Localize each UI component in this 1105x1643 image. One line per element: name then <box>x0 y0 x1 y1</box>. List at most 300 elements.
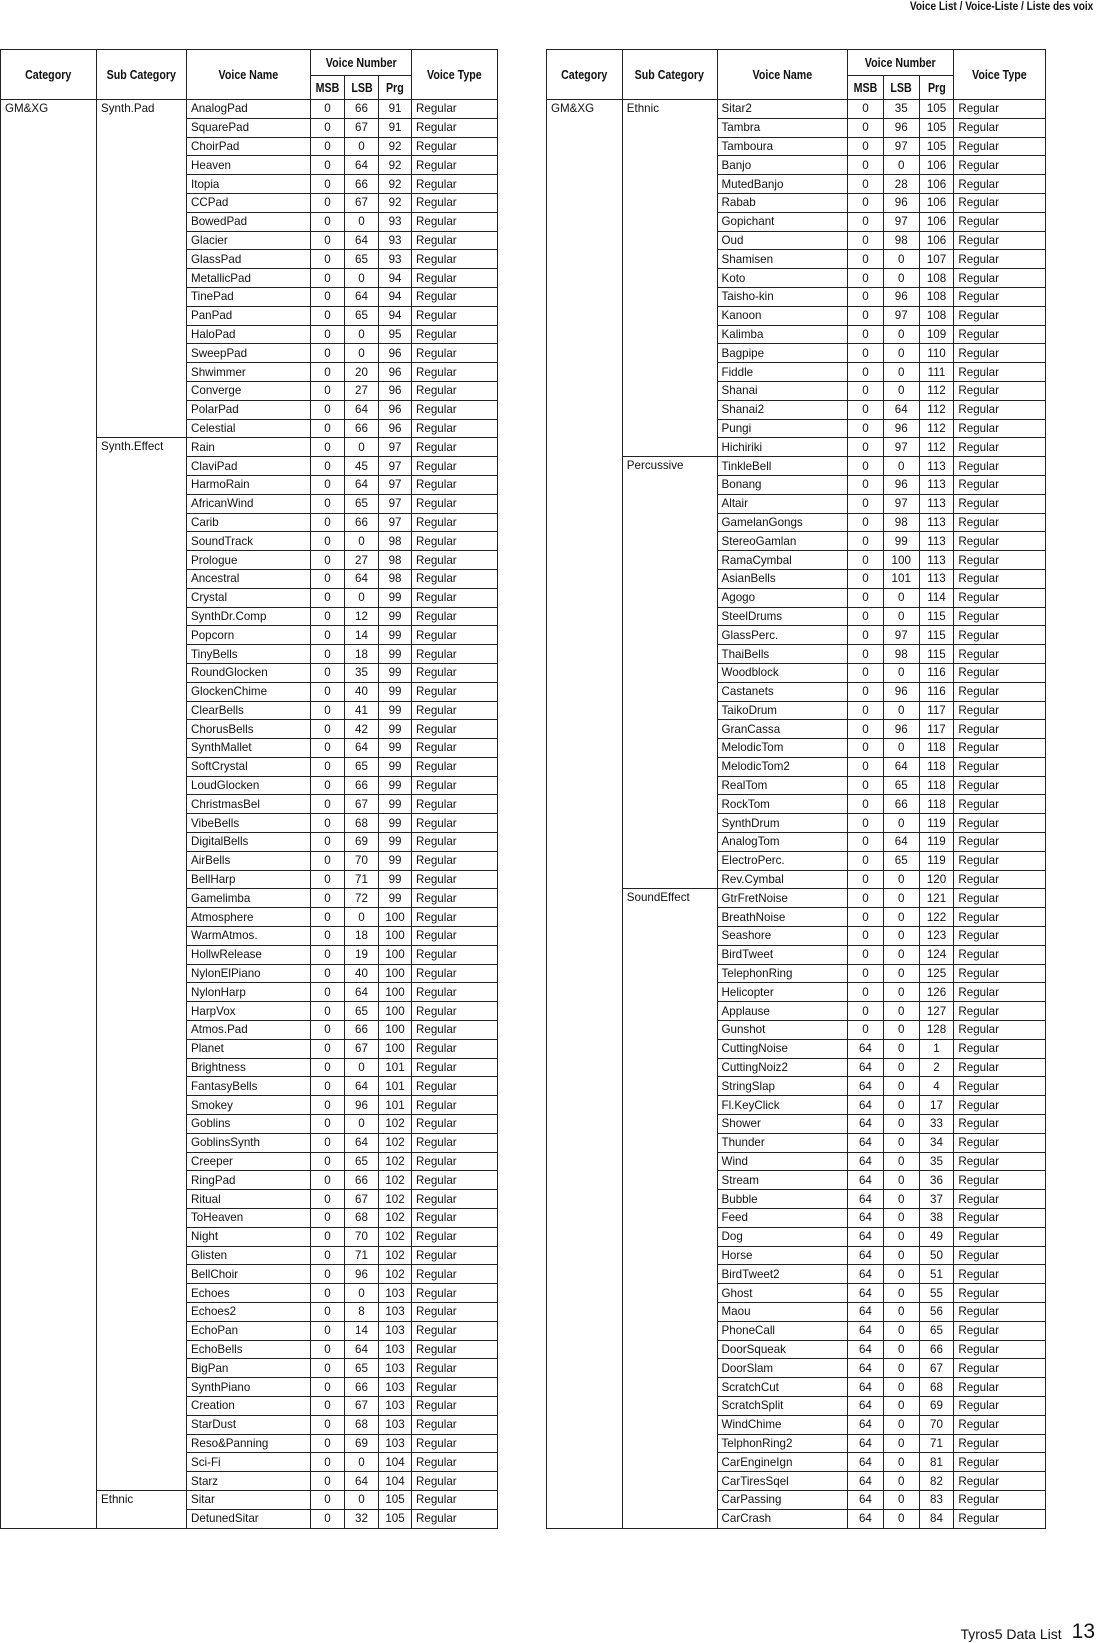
voice-name-cell: Ghost <box>717 1284 848 1303</box>
voice-name-cell: BellHarp <box>187 870 311 889</box>
voice-name-cell: HarmoRain <box>187 475 311 494</box>
voice-type-cell: Regular <box>954 1246 1046 1265</box>
lsb-cell: 98 <box>883 645 919 664</box>
voice-name-cell: Oud <box>717 231 848 250</box>
voice-type-cell: Regular <box>954 1509 1046 1528</box>
msb-cell: 64 <box>848 1321 884 1340</box>
prg-cell: 34 <box>919 1133 954 1152</box>
voice-name-cell: TinePad <box>187 287 311 306</box>
voice-type-cell: Regular <box>954 1265 1046 1284</box>
prg-cell: 118 <box>919 795 954 814</box>
prg-cell: 111 <box>919 363 954 382</box>
lsb-cell: 28 <box>883 175 919 194</box>
voice-name-cell: GamelanGongs <box>717 513 848 532</box>
msb-cell: 0 <box>311 1039 345 1058</box>
voice-type-cell: Regular <box>412 1490 498 1509</box>
prg-cell: 113 <box>919 457 954 476</box>
voice-name-cell: Rev.Cymbal <box>717 870 848 889</box>
voice-type-cell: Regular <box>954 870 1046 889</box>
voice-name-cell: Shanai2 <box>717 400 848 419</box>
prg-cell: 113 <box>919 475 954 494</box>
msb-cell: 64 <box>848 1058 884 1077</box>
voice-type-cell: Regular <box>954 645 1046 664</box>
sub-category-cell: SoundEffect <box>622 889 717 1528</box>
voice-type-cell: Regular <box>954 927 1046 946</box>
prg-cell: 102 <box>379 1190 412 1209</box>
msb-cell: 0 <box>311 137 345 156</box>
voice-type-cell: Regular <box>954 569 1046 588</box>
voice-type-cell: Regular <box>412 513 498 532</box>
voice-name-cell: Ritual <box>187 1190 311 1209</box>
voice-type-cell: Regular <box>412 100 498 119</box>
col-header-voice-name: Voice Name <box>187 50 311 100</box>
lsb-cell: 67 <box>345 118 379 137</box>
voice-type-cell: Regular <box>412 588 498 607</box>
lsb-cell: 0 <box>883 1021 919 1040</box>
lsb-cell: 66 <box>345 419 379 438</box>
prg-cell: 106 <box>919 193 954 212</box>
msb-cell: 0 <box>311 739 345 758</box>
voice-type-cell: Regular <box>954 156 1046 175</box>
prg-cell: 96 <box>379 363 412 382</box>
lsb-cell: 0 <box>883 1227 919 1246</box>
prg-cell: 101 <box>379 1058 412 1077</box>
voice-type-cell: Regular <box>412 363 498 382</box>
voice-name-cell: Sitar <box>187 1490 311 1509</box>
msb-cell: 0 <box>848 814 884 833</box>
lsb-cell: 14 <box>345 1321 379 1340</box>
voice-name-cell: ChoirPad <box>187 137 311 156</box>
voice-type-cell: Regular <box>954 551 1046 570</box>
lsb-cell: 65 <box>345 1152 379 1171</box>
voice-name-cell: Glacier <box>187 231 311 250</box>
voice-name-cell: Pungi <box>717 419 848 438</box>
msb-cell: 0 <box>311 1265 345 1284</box>
lsb-cell: 40 <box>345 964 379 983</box>
lsb-cell: 66 <box>883 795 919 814</box>
msb-cell: 0 <box>311 1415 345 1434</box>
msb-cell: 0 <box>848 156 884 175</box>
sub-category-cell: Ethnic <box>622 100 717 457</box>
voice-type-cell: Regular <box>412 1434 498 1453</box>
voice-type-cell: Regular <box>412 1058 498 1077</box>
lsb-cell: 35 <box>883 100 919 119</box>
msb-cell: 0 <box>311 100 345 119</box>
prg-cell: 56 <box>919 1303 954 1322</box>
table-row <box>547 100 1046 119</box>
voice-name-cell: ChorusBells <box>187 720 311 739</box>
msb-cell: 0 <box>311 1058 345 1077</box>
lsb-cell: 64 <box>345 1340 379 1359</box>
prg-cell: 49 <box>919 1227 954 1246</box>
prg-cell: 102 <box>379 1227 412 1246</box>
voice-type-cell: Regular <box>412 701 498 720</box>
prg-cell: 102 <box>379 1115 412 1134</box>
voice-type-cell: Regular <box>954 1340 1046 1359</box>
msb-cell: 0 <box>311 1434 345 1453</box>
voice-type-cell: Regular <box>412 795 498 814</box>
prg-cell: 103 <box>379 1284 412 1303</box>
lsb-cell: 0 <box>883 1246 919 1265</box>
voice-type-cell: Regular <box>954 494 1046 513</box>
msb-cell: 0 <box>311 1284 345 1303</box>
msb-cell: 0 <box>311 212 345 231</box>
voice-name-cell: GoblinsSynth <box>187 1133 311 1152</box>
lsb-cell: 0 <box>883 156 919 175</box>
voice-type-cell: Regular <box>412 1171 498 1190</box>
lsb-cell: 14 <box>345 626 379 645</box>
lsb-cell: 0 <box>883 250 919 269</box>
voice-type-cell: Regular <box>412 475 498 494</box>
voice-type-cell: Regular <box>954 1321 1046 1340</box>
prg-cell: 99 <box>379 682 412 701</box>
voice-name-cell: Shamisen <box>717 250 848 269</box>
lsb-cell: 0 <box>883 1077 919 1096</box>
voice-name-cell: TaikoDrum <box>717 701 848 720</box>
lsb-cell: 0 <box>883 457 919 476</box>
voice-type-cell: Regular <box>954 1171 1046 1190</box>
lsb-cell: 0 <box>883 1171 919 1190</box>
voice-name-cell: GlockenChime <box>187 682 311 701</box>
voice-type-cell: Regular <box>954 344 1046 363</box>
lsb-cell: 0 <box>345 344 379 363</box>
msb-cell: 0 <box>311 175 345 194</box>
voice-name-cell: HaloPad <box>187 325 311 344</box>
voice-type-cell: Regular <box>954 1058 1046 1077</box>
voice-name-cell: HarpVox <box>187 1002 311 1021</box>
prg-cell: 37 <box>919 1190 954 1209</box>
prg-cell: 118 <box>919 757 954 776</box>
msb-cell: 0 <box>311 1133 345 1152</box>
msb-cell: 0 <box>311 287 345 306</box>
msb-cell: 64 <box>848 1434 884 1453</box>
voice-name-cell: EchoPan <box>187 1321 311 1340</box>
msb-cell: 0 <box>311 306 345 325</box>
msb-cell: 0 <box>311 532 345 551</box>
prg-cell: 107 <box>919 250 954 269</box>
msb-cell: 0 <box>848 851 884 870</box>
prg-cell: 103 <box>379 1340 412 1359</box>
prg-cell: 100 <box>379 983 412 1002</box>
voice-type-cell: Regular <box>954 1152 1046 1171</box>
voice-type-cell: Regular <box>412 569 498 588</box>
msb-cell: 0 <box>848 269 884 288</box>
prg-cell: 102 <box>379 1171 412 1190</box>
msb-cell: 0 <box>848 325 884 344</box>
lsb-cell: 0 <box>883 1434 919 1453</box>
msb-cell: 0 <box>311 927 345 946</box>
prg-cell: 124 <box>919 945 954 964</box>
msb-cell: 0 <box>848 757 884 776</box>
prg-cell: 101 <box>379 1077 412 1096</box>
lsb-cell: 65 <box>883 851 919 870</box>
msb-cell: 64 <box>848 1133 884 1152</box>
voice-name-cell: DigitalBells <box>187 833 311 852</box>
lsb-cell: 96 <box>345 1096 379 1115</box>
prg-cell: 55 <box>919 1284 954 1303</box>
voice-type-cell: Regular <box>412 814 498 833</box>
col-header-sub-category: Sub Category <box>622 50 717 100</box>
voice-type-cell: Regular <box>412 964 498 983</box>
sub-category-cell: Synth.Pad <box>97 100 187 438</box>
prg-cell: 99 <box>379 814 412 833</box>
msb-cell: 64 <box>848 1246 884 1265</box>
voice-name-cell: GlassPerc. <box>717 626 848 645</box>
msb-cell: 0 <box>311 757 345 776</box>
voice-name-cell: TelephonRing <box>717 964 848 983</box>
msb-cell: 0 <box>311 156 345 175</box>
voice-name-cell: AirBells <box>187 851 311 870</box>
msb-cell: 0 <box>311 1359 345 1378</box>
voice-name-cell: StereoGamlan <box>717 532 848 551</box>
lsb-cell: 72 <box>345 889 379 908</box>
voice-type-cell: Regular <box>412 1227 498 1246</box>
msb-cell: 0 <box>311 325 345 344</box>
lsb-cell: 40 <box>345 682 379 701</box>
col-header-lsb: LSB <box>883 76 919 100</box>
msb-cell: 64 <box>848 1152 884 1171</box>
msb-cell: 0 <box>311 1171 345 1190</box>
prg-cell: 117 <box>919 701 954 720</box>
voice-name-cell: FantasyBells <box>187 1077 311 1096</box>
voice-type-cell: Regular <box>954 889 1046 908</box>
msb-cell: 64 <box>848 1415 884 1434</box>
lsb-cell: 32 <box>345 1509 379 1528</box>
voice-name-cell: Bubble <box>717 1190 848 1209</box>
msb-cell: 64 <box>848 1265 884 1284</box>
lsb-cell: 0 <box>883 739 919 758</box>
sub-category-cell: Ethnic <box>97 1490 187 1528</box>
lsb-cell: 65 <box>345 1002 379 1021</box>
lsb-cell: 0 <box>883 927 919 946</box>
prg-cell: 84 <box>919 1509 954 1528</box>
msb-cell: 64 <box>848 1378 884 1397</box>
voice-type-cell: Regular <box>412 193 498 212</box>
lsb-cell: 64 <box>345 739 379 758</box>
prg-cell: 102 <box>379 1265 412 1284</box>
voice-name-cell: RoundGlocken <box>187 663 311 682</box>
msb-cell: 0 <box>311 663 345 682</box>
msb-cell: 0 <box>848 776 884 795</box>
lsb-cell: 67 <box>345 1039 379 1058</box>
voice-type-cell: Regular <box>954 1002 1046 1021</box>
prg-cell: 66 <box>919 1340 954 1359</box>
prg-cell: 98 <box>379 551 412 570</box>
voice-type-cell: Regular <box>412 250 498 269</box>
voice-type-cell: Regular <box>954 1133 1046 1152</box>
msb-cell: 0 <box>848 927 884 946</box>
prg-cell: 110 <box>919 344 954 363</box>
lsb-cell: 12 <box>345 607 379 626</box>
voice-type-cell: Regular <box>954 607 1046 626</box>
voice-name-cell: DoorSqueak <box>717 1340 848 1359</box>
prg-cell: 81 <box>919 1453 954 1472</box>
prg-cell: 99 <box>379 720 412 739</box>
lsb-cell: 0 <box>883 1152 919 1171</box>
voice-type-cell: Regular <box>954 513 1046 532</box>
msb-cell: 0 <box>311 720 345 739</box>
voice-name-cell: VibeBells <box>187 814 311 833</box>
prg-cell: 106 <box>919 175 954 194</box>
voice-type-cell: Regular <box>954 626 1046 645</box>
lsb-cell: 20 <box>345 363 379 382</box>
voice-type-cell: Regular <box>954 833 1046 852</box>
msb-cell: 64 <box>848 1396 884 1415</box>
voice-name-cell: Taisho-kin <box>717 287 848 306</box>
lsb-cell: 0 <box>883 1058 919 1077</box>
lsb-cell: 0 <box>883 1209 919 1228</box>
prg-cell: 106 <box>919 156 954 175</box>
msb-cell: 0 <box>311 626 345 645</box>
voice-name-cell: CarTiresSqel <box>717 1472 848 1491</box>
sub-category-cell: Percussive <box>622 457 717 889</box>
table-row <box>1 100 498 119</box>
msb-cell: 64 <box>848 1359 884 1378</box>
prg-cell: 122 <box>919 908 954 927</box>
voice-type-cell: Regular <box>954 287 1046 306</box>
prg-cell: 104 <box>379 1472 412 1491</box>
voice-name-cell: Starz <box>187 1472 311 1491</box>
col-header-prg: Prg <box>919 76 954 100</box>
lsb-cell: 0 <box>345 269 379 288</box>
voice-type-cell: Regular <box>412 419 498 438</box>
voice-name-cell: SquarePad <box>187 118 311 137</box>
voice-name-cell: Carib <box>187 513 311 532</box>
lsb-cell: 0 <box>345 588 379 607</box>
voice-type-cell: Regular <box>412 927 498 946</box>
msb-cell: 0 <box>311 1115 345 1134</box>
lsb-cell: 64 <box>345 475 379 494</box>
prg-cell: 115 <box>919 645 954 664</box>
voice-type-cell: Regular <box>954 438 1046 457</box>
voice-type-cell: Regular <box>412 1096 498 1115</box>
lsb-cell: 0 <box>883 701 919 720</box>
lsb-cell: 97 <box>883 626 919 645</box>
msb-cell: 0 <box>311 1509 345 1528</box>
msb-cell: 0 <box>311 1096 345 1115</box>
lsb-cell: 0 <box>345 908 379 927</box>
voice-type-cell: Regular <box>412 1021 498 1040</box>
msb-cell: 0 <box>311 1227 345 1246</box>
msb-cell: 0 <box>848 137 884 156</box>
lsb-cell: 8 <box>345 1303 379 1322</box>
voice-name-cell: LoudGlocken <box>187 776 311 795</box>
msb-cell: 0 <box>848 381 884 400</box>
voice-type-cell: Regular <box>412 833 498 852</box>
voice-name-cell: ScratchSplit <box>717 1396 848 1415</box>
prg-cell: 99 <box>379 626 412 645</box>
msb-cell: 0 <box>848 739 884 758</box>
prg-cell: 112 <box>919 381 954 400</box>
msb-cell: 64 <box>848 1453 884 1472</box>
msb-cell: 64 <box>848 1096 884 1115</box>
voice-name-cell: Popcorn <box>187 626 311 645</box>
msb-cell: 0 <box>311 231 345 250</box>
msb-cell: 0 <box>311 645 345 664</box>
voice-name-cell: MelodicTom2 <box>717 757 848 776</box>
msb-cell: 0 <box>311 344 345 363</box>
msb-cell: 0 <box>848 475 884 494</box>
voice-name-cell: GranCassa <box>717 720 848 739</box>
voice-name-cell: ToHeaven <box>187 1209 311 1228</box>
lsb-cell: 65 <box>345 757 379 776</box>
voice-type-cell: Regular <box>954 1190 1046 1209</box>
table-body-left <box>1 100 498 1529</box>
lsb-cell: 65 <box>345 250 379 269</box>
lsb-cell: 0 <box>883 1453 919 1472</box>
prg-cell: 69 <box>919 1396 954 1415</box>
msb-cell: 0 <box>848 532 884 551</box>
prg-cell: 99 <box>379 645 412 664</box>
lsb-cell: 64 <box>345 400 379 419</box>
msb-cell: 0 <box>311 1490 345 1509</box>
lsb-cell: 0 <box>345 1453 379 1472</box>
msb-cell: 0 <box>311 1209 345 1228</box>
voice-type-cell: Regular <box>954 701 1046 720</box>
lsb-cell: 0 <box>883 814 919 833</box>
msb-cell: 0 <box>848 964 884 983</box>
lsb-cell: 70 <box>345 1227 379 1246</box>
voice-type-cell: Regular <box>954 100 1046 119</box>
voice-name-cell: Helicopter <box>717 983 848 1002</box>
prg-cell: 93 <box>379 231 412 250</box>
msb-cell: 64 <box>848 1284 884 1303</box>
msb-cell: 0 <box>311 588 345 607</box>
msb-cell: 0 <box>848 400 884 419</box>
voice-type-cell: Regular <box>954 1472 1046 1491</box>
voice-name-cell: Castanets <box>717 682 848 701</box>
col-header-voice-number: Voice Number <box>311 50 412 76</box>
lsb-cell: 66 <box>345 776 379 795</box>
col-header-voice-name: Voice Name <box>717 50 848 100</box>
prg-cell: 108 <box>919 287 954 306</box>
prg-cell: 113 <box>919 494 954 513</box>
voice-type-cell: Regular <box>954 908 1046 927</box>
prg-cell: 99 <box>379 870 412 889</box>
voice-type-cell: Regular <box>954 212 1046 231</box>
lsb-cell: 70 <box>345 851 379 870</box>
msb-cell: 0 <box>311 1190 345 1209</box>
voice-type-cell: Regular <box>954 663 1046 682</box>
voice-type-cell: Regular <box>954 1396 1046 1415</box>
voice-type-cell: Regular <box>954 1115 1046 1134</box>
voice-type-cell: Regular <box>954 1021 1046 1040</box>
voice-name-cell: BreathNoise <box>717 908 848 927</box>
msb-cell: 0 <box>311 908 345 927</box>
msb-cell: 64 <box>848 1303 884 1322</box>
voice-name-cell: Woodblock <box>717 663 848 682</box>
voice-type-cell: Regular <box>412 776 498 795</box>
prg-cell: 97 <box>379 494 412 513</box>
msb-cell: 0 <box>311 1002 345 1021</box>
prg-cell: 92 <box>379 156 412 175</box>
msb-cell: 0 <box>311 1303 345 1322</box>
prg-cell: 103 <box>379 1359 412 1378</box>
voice-type-cell: Regular <box>412 720 498 739</box>
lsb-cell: 64 <box>883 833 919 852</box>
voice-name-cell: BellChoir <box>187 1265 311 1284</box>
msb-cell: 0 <box>311 682 345 701</box>
lsb-cell: 69 <box>345 1434 379 1453</box>
msb-cell: 0 <box>311 851 345 870</box>
voice-name-cell: CuttingNoiz2 <box>717 1058 848 1077</box>
voice-name-cell: SoundTrack <box>187 532 311 551</box>
lsb-cell: 96 <box>883 419 919 438</box>
prg-cell: 91 <box>379 100 412 119</box>
page-footer <box>960 1620 1095 1643</box>
col-header-voice-type: Voice Type <box>954 50 1046 100</box>
lsb-cell: 68 <box>345 1415 379 1434</box>
